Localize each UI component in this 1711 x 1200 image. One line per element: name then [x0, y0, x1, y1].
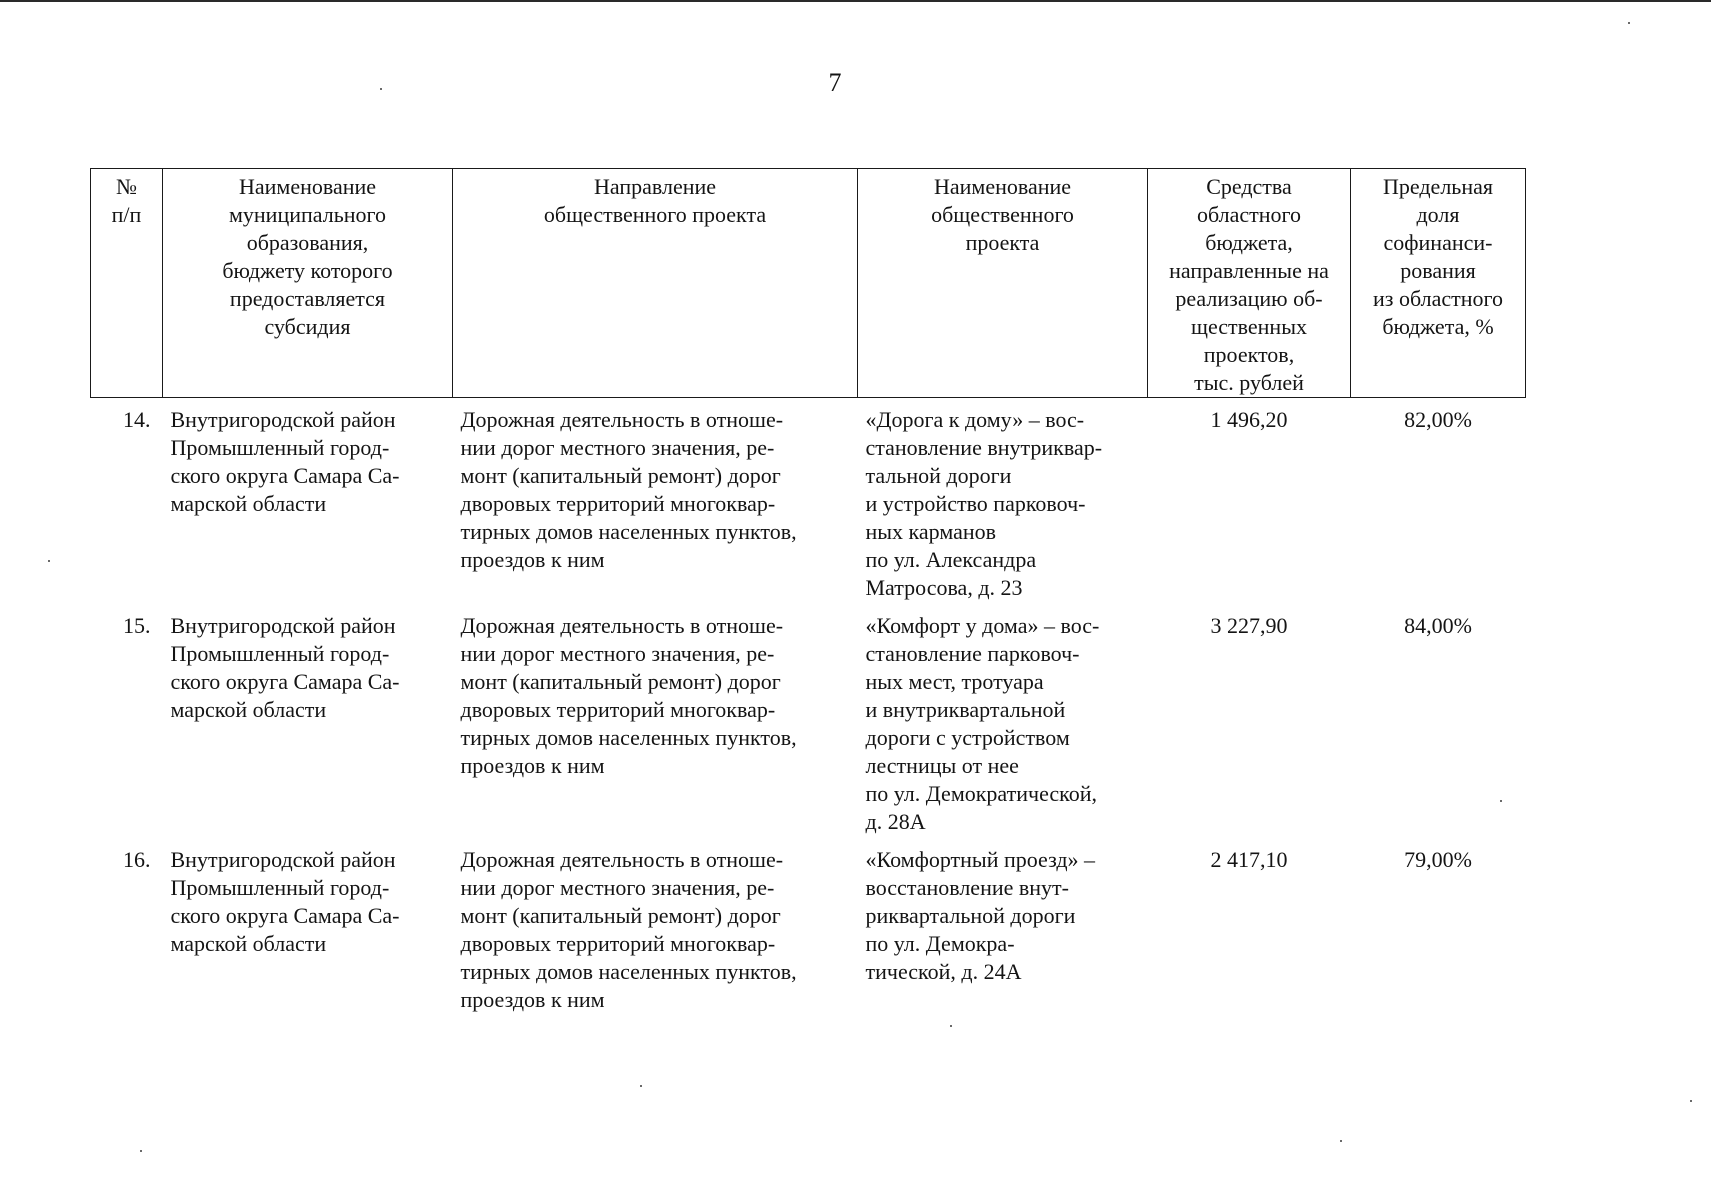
table-header-row: [91, 169, 1526, 398]
row-regional-funds: 1 496,20: [1210, 407, 1288, 432]
row-regional-funds: 2 417,10: [1210, 847, 1288, 872]
header-number: [91, 169, 163, 398]
header-municipality: [163, 169, 453, 398]
row-direction: Дорожная деятельность в отноше- нии дорог местного значения, ре- монт (капитальный ремонт) дорог дворовых территорий многоквар- тирных домов населенных пунктов, проездов к ним: [460, 613, 797, 778]
row-municipality: Внутригородской район Промышленный город- ского округа Самара Са- марской области: [170, 613, 400, 722]
row-number: 15.: [123, 613, 151, 638]
row-cofinancing-share: 84,00%: [1404, 613, 1472, 638]
table-row: [91, 838, 1526, 1016]
page-number: 7: [828, 68, 842, 97]
row-regional-funds: 3 227,90: [1210, 613, 1288, 638]
row-direction: Дорожная деятельность в отноше- нии дорог местного значения, ре- монт (капитальный ремонт) дорог дворовых территорий многоквар- тирных домов населенных пунктов, проездов к ним: [460, 847, 797, 1012]
header-number-text: № п/п: [111, 174, 142, 227]
header-cofinancing-share: [1351, 169, 1526, 398]
header-project-name: [858, 169, 1148, 398]
header-cofinancing-share-text: Предельная доля софинанси- рования из областного бюджета, %: [1373, 174, 1503, 339]
row-direction: Дорожная деятельность в отноше- нии дорог местного значения, ре- монт (капитальный ремонт) дорог дворовых территорий многоквар- тирных домов населенных пунктов, проездов к ним: [460, 407, 797, 572]
header-regional-funds-text: Средства областного бюджета, направленные на реализацию об- щественных проектов, тыс. рублей: [1169, 174, 1329, 395]
table-row: [91, 604, 1526, 838]
header-municipality-text: Наименование муниципального образования, бюджету которого предоставляется субсидия: [222, 174, 393, 339]
row-cofinancing-share: 82,00%: [1404, 407, 1472, 432]
row-municipality: Внутригородской район Промышленный город- ского округа Самара Са- марской области: [170, 407, 400, 516]
row-cofinancing-share: 79,00%: [1404, 847, 1472, 872]
table-row: [91, 398, 1526, 605]
top-edge-rule: [0, 0, 1711, 2]
row-number: 16.: [123, 847, 151, 872]
row-number: 14.: [123, 407, 151, 432]
row-project-name: «Комфортный проезд» – восстановление внут- риквартальной дороги по ул. Демокра- тической, д. 24А: [865, 847, 1096, 984]
header-direction: [453, 169, 858, 398]
header-direction-text: Направление общественного проекта: [543, 174, 767, 227]
header-project-name-text: Наименование общественного проекта: [931, 174, 1074, 255]
subsidy-table: [90, 168, 1526, 1016]
row-municipality: Внутригородской район Промышленный город- ского округа Самара Са- марской области: [170, 847, 400, 956]
row-project-name: «Комфорт у дома» – вос- становление парковоч- ных мест, тротуара и внутриквартальной дороги с устройством лестницы от нее по ул. Демократической, д. 28А: [865, 613, 1100, 834]
header-regional-funds: [1148, 169, 1351, 398]
row-project-name: «Дорога к дому» – вос- становление внутриквар- тальной дороги и устройство парковоч- ных карманов по ул. Александра Матросова, д. 23: [865, 407, 1103, 600]
